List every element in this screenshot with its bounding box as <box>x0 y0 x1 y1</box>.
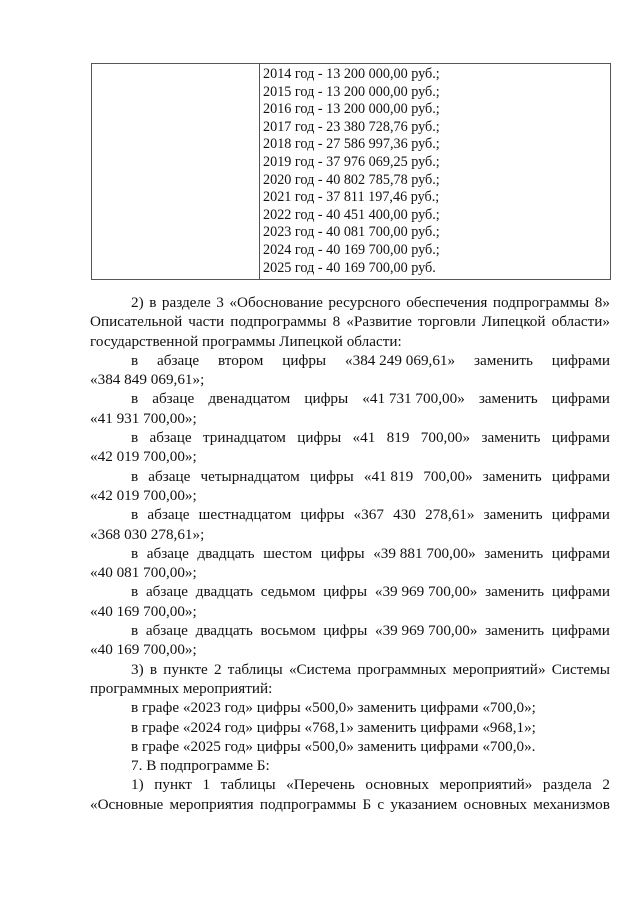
word: «41 731 700,00» <box>362 390 465 408</box>
item-1-line-2 <box>90 795 610 814</box>
word: двадцать <box>195 583 253 601</box>
item-1-line-1 <box>90 775 610 794</box>
word: цифры <box>282 351 327 369</box>
funding-line: 2023 год - 40 081 700,00 руб.; <box>263 224 440 241</box>
word: в <box>131 351 139 369</box>
word: ресурсного <box>328 294 401 311</box>
word: «Перечень <box>286 776 355 794</box>
word: заменить <box>481 429 541 447</box>
word: пункт <box>154 776 192 794</box>
item-2-line-3: государственной программы Липецкой области: <box>90 332 402 350</box>
word: абзаце <box>148 467 191 485</box>
word: «39 969 700,00» <box>374 583 478 601</box>
amendment-value: «368 030 278,61»; <box>90 525 205 543</box>
funding-line: 2014 год - 13 200 000,00 руб.; <box>263 66 440 82</box>
word: четырнадцатом <box>200 467 300 485</box>
word: 1) <box>131 776 144 794</box>
word: заменить <box>485 622 545 640</box>
word: механизмов <box>533 795 610 813</box>
word: 2) <box>131 294 144 311</box>
word: в <box>131 583 139 601</box>
word: «39 969 700,00» <box>374 622 478 640</box>
word: цифрами <box>551 622 610 640</box>
word: цифры <box>309 467 354 485</box>
amendment-value: «40 081 700,00»; <box>90 564 197 582</box>
word: области» <box>551 313 610 331</box>
word: мероприятий» <box>452 660 546 678</box>
funding-by-year-cell <box>263 66 440 277</box>
word: в <box>131 390 139 408</box>
word: двенадцатом <box>208 390 291 408</box>
amendment-value: «42 019 700,00»; <box>90 486 197 504</box>
word: в <box>149 660 158 678</box>
amendment-line <box>90 351 610 370</box>
word: 2 <box>213 660 222 678</box>
word: цифры <box>297 429 342 447</box>
word: 700,00» <box>420 429 471 447</box>
amendment-line <box>90 544 610 563</box>
word: цифры <box>304 390 349 408</box>
word: цифрами <box>551 351 610 369</box>
word: Липецкой <box>481 313 546 331</box>
word: 278,61» <box>425 506 475 524</box>
word: таблицы <box>227 660 283 678</box>
word: подпрограммы <box>259 795 357 813</box>
word: в <box>131 467 139 485</box>
word: абзаце <box>152 390 195 408</box>
word: 700,00» <box>423 467 473 485</box>
funding-line: 2025 год - 40 169 700,00 руб. <box>263 259 436 276</box>
word: заменить <box>478 390 538 408</box>
word: указанием <box>390 795 458 813</box>
word: в <box>131 506 139 524</box>
word: в <box>131 544 139 562</box>
word: программных <box>357 660 447 678</box>
word: заменить <box>482 467 542 485</box>
word: 430 <box>393 506 416 524</box>
amendment-value: «41 931 700,00»; <box>90 409 197 427</box>
word: заменить <box>485 583 545 601</box>
word: шестом <box>263 544 313 562</box>
word: двадцать <box>195 622 253 640</box>
column-amendment: в графе «2025 год» цифры «500,0» заменить цифрами «700,0». <box>131 737 536 755</box>
amendment-value: «42 019 700,00»; <box>90 448 197 466</box>
word: «384 249 069,61» <box>345 351 456 369</box>
word: абзаце <box>149 429 192 447</box>
document-body <box>90 293 610 814</box>
word: восьмом <box>260 622 316 640</box>
amendment-line <box>90 582 610 601</box>
column-amendment: в графе «2023 год» цифры «500,0» заменить цифрами «700,0»; <box>131 699 536 717</box>
table-column-divider <box>259 64 260 279</box>
item-2-line-2 <box>90 312 610 331</box>
item-3-line-2: программных мероприятий: <box>90 679 273 697</box>
word: заменить <box>483 506 543 524</box>
word: с <box>377 795 385 813</box>
word: «Развитие <box>346 313 412 331</box>
word: абзаце <box>146 544 189 562</box>
word: основных <box>365 776 429 794</box>
funding-line: 2018 год - 27 586 997,36 руб.; <box>263 136 440 153</box>
word: в <box>149 294 157 311</box>
funding-line: 2019 год - 37 976 069,25 руб.; <box>263 153 440 170</box>
word: обеспечения <box>406 294 488 311</box>
word: абзаце <box>157 351 200 369</box>
amendment-line <box>90 389 610 408</box>
word: заменить <box>484 544 544 562</box>
word: двадцать <box>197 544 255 562</box>
word: в <box>131 622 139 640</box>
word: 3) <box>131 660 144 678</box>
item-3-line-1 <box>90 660 610 679</box>
word: 2 <box>602 776 610 794</box>
funding-line: 2022 год - 40 451 400,00 руб.; <box>263 206 440 223</box>
word: «367 <box>353 506 384 524</box>
funding-line: 2016 год - 13 200 000,00 руб.; <box>263 101 440 118</box>
word: Описательной <box>90 313 183 331</box>
amendment-line <box>90 621 610 640</box>
word: шестнадцатом <box>198 506 292 524</box>
word: 8 <box>332 313 341 331</box>
word: цифрами <box>551 583 610 601</box>
word: «Система <box>288 660 352 678</box>
amendment-line <box>90 505 610 524</box>
word: «Обоснование <box>229 294 323 311</box>
word: «41 819 <box>363 467 414 485</box>
amendment-value: «40 169 700,00»; <box>90 641 197 659</box>
word: основных <box>463 795 527 813</box>
word: в <box>131 429 139 447</box>
word: мероприятий» <box>439 776 533 794</box>
word: подпрограммы <box>230 313 327 331</box>
funding-line: 2015 год - 13 200 000,00 руб.; <box>263 83 440 100</box>
funding-line: 2020 год - 40 802 785,78 руб.; <box>263 171 440 188</box>
word: 8» <box>594 294 610 311</box>
section-7-heading: 7. В подпрограмме Б: <box>131 757 270 775</box>
amendment-value: «384 849 069,61»; <box>90 371 205 389</box>
word: пункте <box>163 660 208 678</box>
word: цифры <box>320 544 365 562</box>
word: части <box>188 313 225 331</box>
word: цифры <box>323 583 368 601</box>
word: таблицы <box>220 776 276 794</box>
word: цифры <box>323 622 368 640</box>
word: подпрограммы <box>492 294 590 311</box>
word: заменить <box>473 351 533 369</box>
amendment-line <box>90 467 610 486</box>
word: цифры <box>300 506 345 524</box>
word: цифрами <box>551 429 610 447</box>
word: «41 <box>352 429 376 447</box>
word: седьмом <box>260 583 316 601</box>
word: торговли <box>417 313 476 331</box>
word: раздела <box>542 776 592 794</box>
word: «39 881 700,00» <box>373 544 476 562</box>
word: тринадцатом <box>202 429 286 447</box>
funding-table <box>91 63 611 280</box>
word: цифрами <box>551 467 610 485</box>
word: абзаце <box>145 622 188 640</box>
word: 819 <box>386 429 410 447</box>
word: 3 <box>216 294 224 311</box>
funding-line: 2021 год - 37 811 197,46 руб.; <box>263 189 440 206</box>
amendment-value: «40 169 700,00»; <box>90 602 197 620</box>
item-2-line-1 <box>90 293 610 312</box>
word: «Основные <box>90 795 164 813</box>
word: абзаце <box>147 506 190 524</box>
word: Системы <box>551 660 610 678</box>
word: втором <box>218 351 264 369</box>
word: цифрами <box>551 390 610 408</box>
word: цифрами <box>551 506 610 524</box>
word: цифрами <box>551 544 610 562</box>
word: Б <box>362 795 372 813</box>
word: 1 <box>202 776 211 794</box>
word: разделе <box>161 294 211 311</box>
word: мероприятия <box>169 795 254 813</box>
word: абзаце <box>145 583 189 601</box>
amendment-line <box>90 428 610 447</box>
column-amendment: в графе «2024 год» цифры «768,1» заменить цифрами «968,1»; <box>131 718 536 736</box>
funding-line: 2024 год - 40 169 700,00 руб.; <box>263 241 440 258</box>
funding-line: 2017 год - 23 380 728,76 руб.; <box>263 118 440 135</box>
